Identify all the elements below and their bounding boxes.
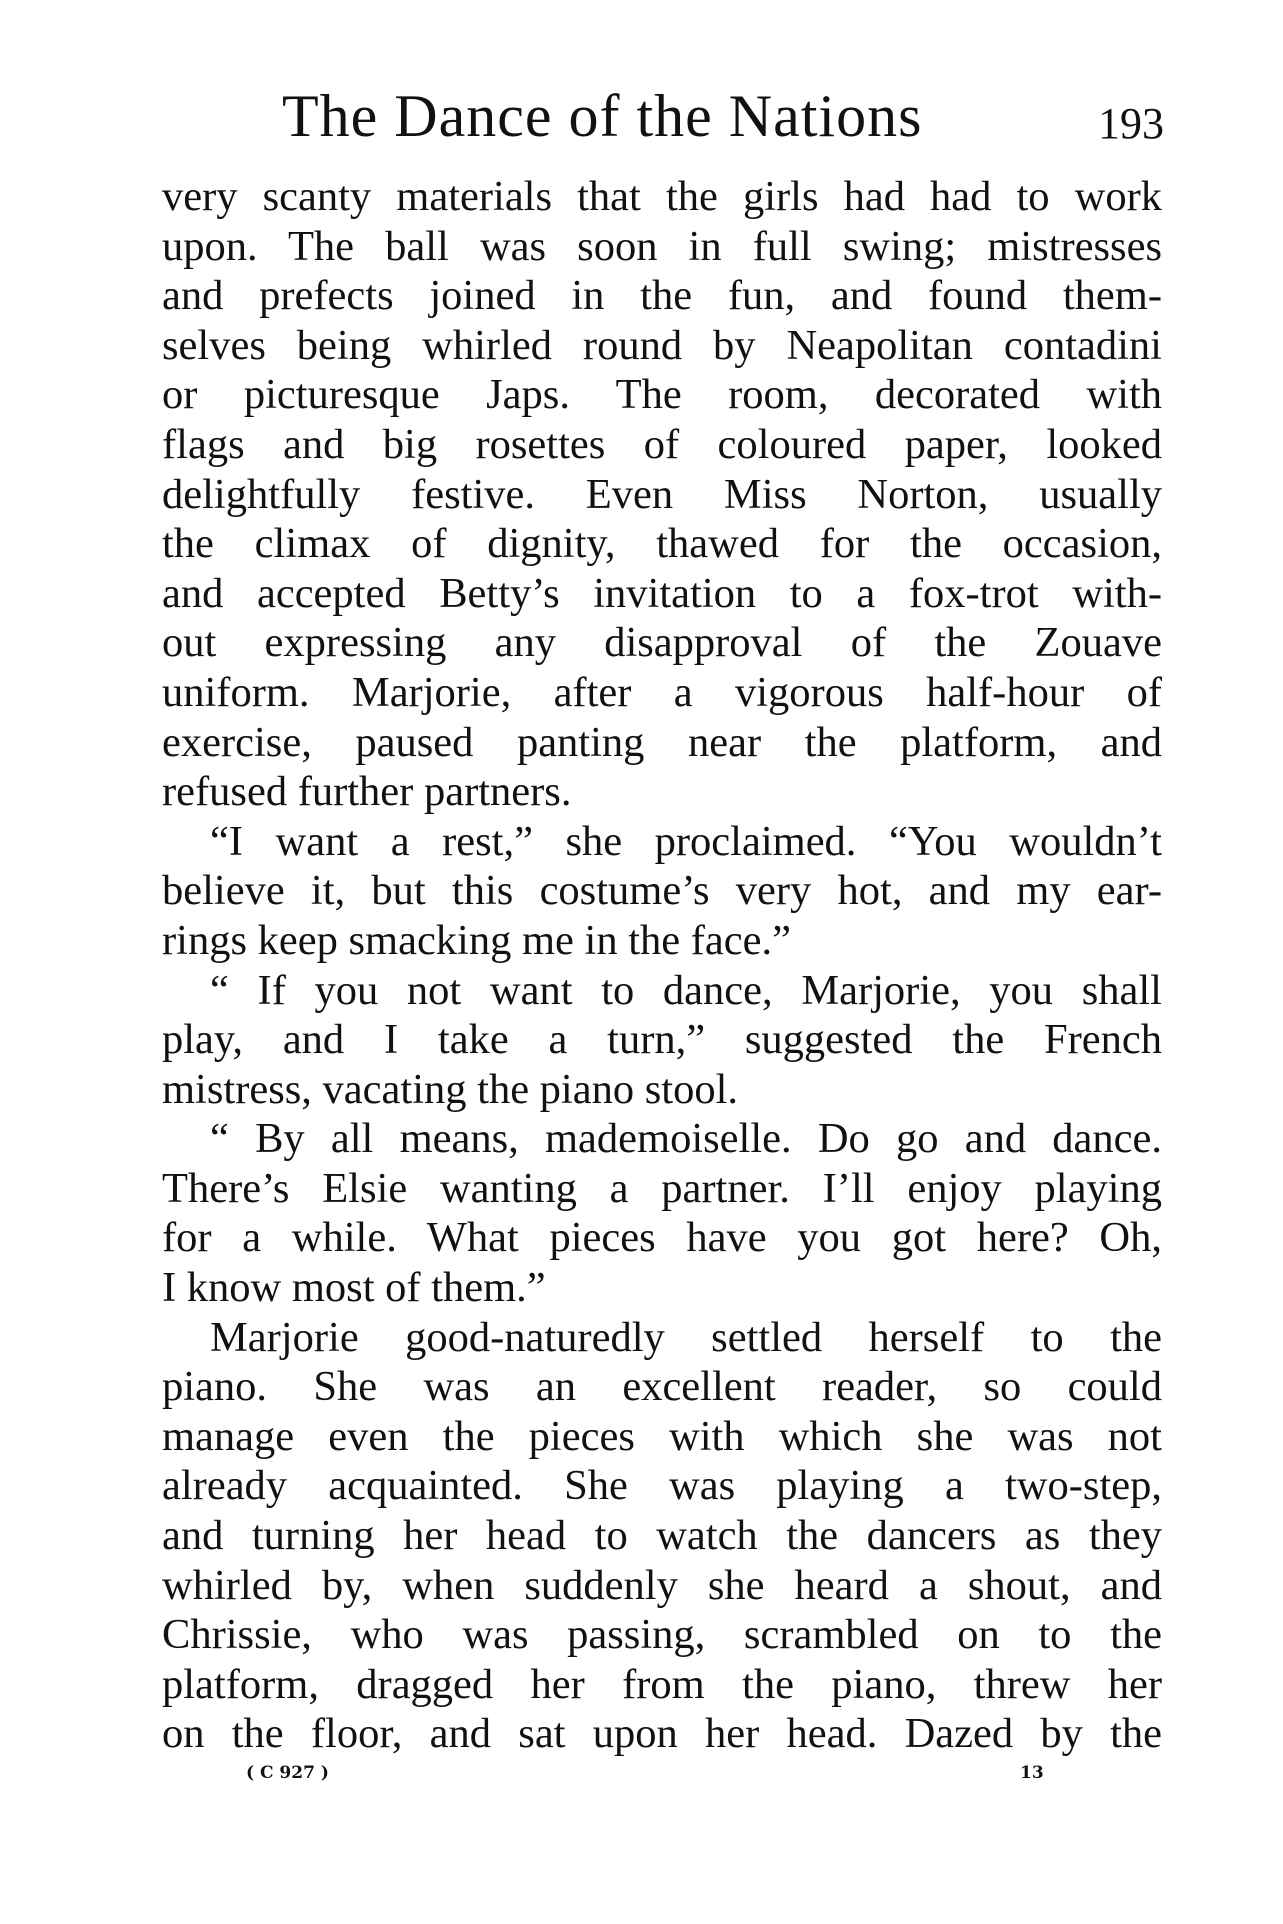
text-line: and accepted Betty’s invitation to a fox-trot with- [162,569,1162,617]
text-line: “ If you not want to dance, Marjorie, you shall [210,966,1162,1014]
text-line: and turning her head to watch the dancers as they [162,1512,1162,1560]
text-line: or picturesque Japs. The room, decorated with [162,371,1162,419]
text-line: whirled by, when suddenly she heard a shout, and [162,1561,1162,1609]
text-line: “I want a rest,” she proclaimed. “You wouldn’t [210,817,1162,865]
text-line: manage even the pieces with which she was not [162,1412,1162,1460]
running-head [162,78,1162,154]
text-line: out expressing any disapproval of the Zouave [162,619,1162,667]
text-line: platform, dragged her from the piano, threw her [162,1660,1162,1708]
page-footer [162,1763,1162,1793]
text-line: upon. The ball was soon in full swing; mistresses [162,222,1162,270]
text-line: Marjorie good-naturedly settled herself to the [210,1313,1162,1361]
text-line: I know most of them.” [162,1264,546,1312]
gathering-number: 13 [1020,1763,1044,1783]
text-line: the climax of dignity, thawed for the occasion, [162,520,1162,568]
text-line: play, and I take a turn,” suggested the French [162,1016,1162,1064]
page-number: 193 [1098,99,1164,148]
text-line: delightfully festive. Even Miss Norton, usually [162,470,1162,518]
text-line: exercise, paused panting near the platform, and [162,718,1162,766]
text-line: There’s Elsie wanting a partner. I’ll enjoy playing [162,1164,1162,1212]
text-line: very scanty materials that the girls had had to work [162,173,1162,220]
signature-mark: ( C 927 ) [246,1763,329,1783]
text-line: piano. She was an excellent reader, so could [162,1363,1162,1411]
text-line: believe it, but this costume’s very hot, and my ear- [162,867,1162,915]
text-line: mistress, vacating the piano stool. [162,1065,739,1113]
text-line: flags and big rosettes of coloured paper, looked [162,420,1162,468]
text-line: for a while. What pieces have you got here? Oh, [162,1214,1162,1262]
text-line: and prefects joined in the fun, and found them- [162,272,1162,320]
text-line: already acquainted. She was playing a two-step, [162,1462,1162,1510]
book-page [162,78,1162,1793]
body-text [162,172,1162,1759]
text-line: selves being whirled round by Neapolitan contadini [162,321,1162,369]
text-line: refused further partners. [162,768,572,816]
running-title: The Dance of the Nations [282,83,923,149]
text-line: rings keep smacking me in the face.” [162,916,791,964]
text-line: uniform. Marjorie, after a vigorous half-hour of [162,668,1162,716]
text-line: Chrissie, who was passing, scrambled on to the [162,1611,1162,1659]
text-line: on the floor, and sat upon her head. Dazed by the [162,1710,1162,1758]
text-line: “ By all means, mademoiselle. Do go and dance. [210,1115,1162,1163]
